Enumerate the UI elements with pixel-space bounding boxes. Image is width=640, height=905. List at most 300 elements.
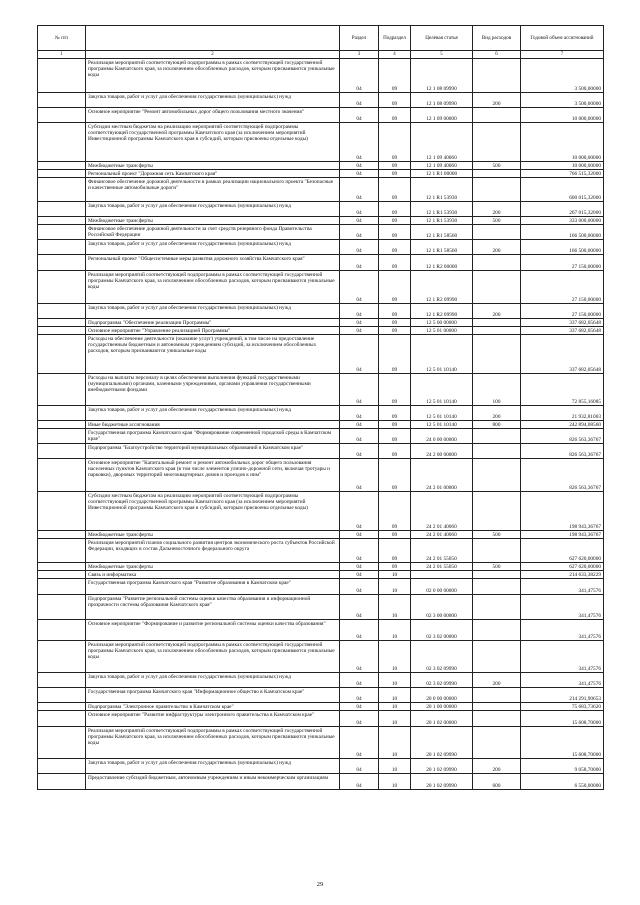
budget-table-page [37, 25, 603, 790]
table-row [38, 335, 604, 374]
table-row [38, 271, 604, 304]
cell-target-article: 12 1 R1 53930 [411, 178, 473, 202]
cell-expense-type [473, 319, 521, 327]
cell-name: Предоставление субсидий бюджетным, автономным учреждениям и иным некоммерческим организациям [86, 774, 340, 790]
cell-amount: 766 515,32000 [521, 170, 604, 178]
cell-amount: 214 633,38229 [521, 571, 604, 579]
cell-amount: 267 015,32000 [521, 202, 604, 217]
cell-number [38, 202, 86, 217]
cell-expense-type: 500 [473, 531, 521, 539]
cell-razdel: 04 [340, 620, 379, 641]
cell-amount: 627 620,00000 [521, 539, 604, 563]
cell-expense-type [473, 459, 521, 492]
cell-number [38, 539, 86, 563]
cell-expense-type: 200 [473, 93, 521, 108]
cell-target-article: 24 2 01 40060 [411, 492, 473, 531]
table-row [38, 759, 604, 774]
cell-amount: 166 500,00000 [521, 240, 604, 255]
cell-razdel: 04 [340, 774, 379, 790]
cell-target-article: 12 5 01 10140 [411, 406, 473, 421]
cell-number [38, 620, 86, 641]
table-row [38, 641, 604, 673]
cell-expense-type: 800 [473, 421, 521, 429]
cell-number [38, 217, 86, 225]
table-row [38, 202, 604, 217]
cell-expense-type [473, 711, 521, 727]
cell-number [38, 59, 86, 93]
cell-number [38, 178, 86, 202]
cell-expense-type [473, 444, 521, 459]
cell-name: Реализация мероприятий соответствующей подпрограммы в рамках соответствующей государственной программы Камчатского края, за исключением обособленных расходов, которым присваиваются уникальные коды [86, 641, 340, 673]
cell-amount: 337 682,05648 [521, 327, 604, 335]
cell-amount: 198 943,36767 [521, 531, 604, 539]
cell-expense-type [473, 335, 521, 374]
cell-podrazdel: 10 [379, 641, 411, 673]
cell-podrazdel: 10 [379, 774, 411, 790]
cell-podrazdel: 09 [379, 162, 411, 170]
cell-name: Закупка товаров, работ и услуг для обеспечения государственных (муниципальных) нужд [86, 93, 340, 108]
table-row [38, 240, 604, 255]
cell-podrazdel: 09 [379, 374, 411, 406]
table-row [38, 774, 604, 790]
header-name [86, 26, 340, 51]
page-number: 29 [316, 881, 324, 888]
table-row [38, 571, 604, 579]
cell-number [38, 255, 86, 271]
cell-amount: 337 682,05648 [521, 335, 604, 374]
cell-expense-type [473, 620, 521, 641]
cell-name: Межбюджетные трансферты [86, 531, 340, 539]
cell-amount: 341,47576 [521, 579, 604, 595]
cell-podrazdel: 09 [379, 531, 411, 539]
cell-target-article: 24 2 01 00000 [411, 459, 473, 492]
cell-amount: 166 500,00000 [521, 225, 604, 240]
cell-podrazdel: 09 [379, 178, 411, 202]
cell-name: Региональный проект "Дорожная сеть Камчатского края" [86, 170, 340, 178]
cell-target-article: 24 2 01 40060 [411, 531, 473, 539]
cell-expense-type [473, 225, 521, 240]
cell-amount: 75 683,73620 [521, 703, 604, 711]
cell-expense-type [473, 255, 521, 271]
cell-number [38, 319, 86, 327]
cell-podrazdel: 10 [379, 711, 411, 727]
cell-number [38, 406, 86, 421]
cell-razdel: 04 [340, 319, 379, 327]
table-row [38, 563, 604, 571]
cell-podrazdel: 09 [379, 459, 411, 492]
cell-number [38, 688, 86, 703]
cell-podrazdel: 10 [379, 727, 411, 759]
cell-amount: 242 894,08560 [521, 421, 604, 429]
cell-amount: 10 000,00000 [521, 162, 604, 170]
table-row [38, 421, 604, 429]
cell-razdel: 04 [340, 444, 379, 459]
cell-name: Реализация мероприятий соответствующей подпрограммы в рамках соответствующей государственной программы Камчатского края, за исключением обособленных расходов, которым присваиваются уникальные коды [86, 59, 340, 93]
cell-podrazdel: 10 [379, 620, 411, 641]
table-row [38, 170, 604, 178]
cell-number [38, 335, 86, 374]
cell-expense-type [473, 703, 521, 711]
column-number: 4 [379, 51, 411, 59]
cell-podrazdel: 09 [379, 563, 411, 571]
cell-expense-type: 100 [473, 374, 521, 406]
cell-name: Региональный проект "Общесистемные меры развития дорожного хозяйства Камчатского края" [86, 255, 340, 271]
cell-razdel: 04 [340, 539, 379, 563]
cell-razdel: 04 [340, 429, 379, 444]
table-row [38, 374, 604, 406]
cell-number [38, 727, 86, 759]
cell-number [38, 225, 86, 240]
table-row [38, 406, 604, 421]
cell-number [38, 421, 86, 429]
cell-target-article: 02 3 02 09990 [411, 641, 473, 673]
cell-amount: 341,47576 [521, 673, 604, 688]
cell-target-article: 12 5 01 10140 [411, 374, 473, 406]
table-row [38, 711, 604, 727]
cell-number [38, 170, 86, 178]
header-razdel: Раздел [340, 26, 379, 51]
cell-podrazdel: 09 [379, 421, 411, 429]
cell-number [38, 123, 86, 162]
cell-razdel: 04 [340, 492, 379, 531]
cell-name: Государственная программа Камчатского края "Формирование современной городской среды в Камчатском крае" [86, 429, 340, 444]
cell-number [38, 459, 86, 492]
cell-name: Основное мероприятие "Капитальный ремонт и ремонт автомобильных дорог общего пользования населенных пунктов Камчатского края (в том числе элементов улично-дорожной сети, включая тротуары и парковки), дворовых территорий многоквартирных домов и проездов к ним" [86, 459, 340, 492]
cell-amount: 826 563,36767 [521, 459, 604, 492]
cell-razdel: 04 [340, 217, 379, 225]
cell-target-article: 02 3 02 00000 [411, 620, 473, 641]
cell-podrazdel: 09 [379, 255, 411, 271]
cell-podrazdel: 09 [379, 335, 411, 374]
cell-number [38, 240, 86, 255]
cell-name: Реализация мероприятий планов социального развития центров экономического роста субъектов Российской Федерации, входящих в состав Дальневосточного федерального округа [86, 539, 340, 563]
cell-amount: 72 855,16085 [521, 374, 604, 406]
cell-name: Закупка товаров, работ и услуг для обеспечения государственных (муниципальных) нужд [86, 406, 340, 421]
header-target-article: Целевая статья [411, 26, 473, 51]
cell-podrazdel: 10 [379, 703, 411, 711]
cell-number [38, 304, 86, 319]
header-annual-amount: Годовой объем ассигнований [521, 26, 604, 51]
cell-expense-type [473, 688, 521, 703]
cell-razdel: 04 [340, 271, 379, 304]
cell-name: Связь и информатика [86, 571, 340, 579]
column-number: 7 [521, 51, 604, 59]
cell-amount: 21 932,81003 [521, 406, 604, 421]
cell-amount: 9 058,70000 [521, 759, 604, 774]
cell-expense-type: 500 [473, 162, 521, 170]
cell-number [38, 93, 86, 108]
cell-expense-type: 200 [473, 304, 521, 319]
cell-podrazdel: 09 [379, 202, 411, 217]
cell-razdel: 04 [340, 335, 379, 374]
cell-number [38, 108, 86, 123]
cell-podrazdel: 09 [379, 59, 411, 93]
cell-podrazdel: 09 [379, 444, 411, 459]
cell-podrazdel: 09 [379, 108, 411, 123]
cell-number [38, 327, 86, 335]
cell-name: Подпрограмма "Благоустройство территорий муниципальных образований в Камчатском крае" [86, 444, 340, 459]
cell-razdel: 04 [340, 93, 379, 108]
table-header-row [38, 26, 604, 51]
cell-razdel: 04 [340, 240, 379, 255]
cell-razdel: 04 [340, 178, 379, 202]
cell-number [38, 444, 86, 459]
cell-target-article: 12 5 00 00000 [411, 319, 473, 327]
table-row [38, 123, 604, 162]
cell-podrazdel: 10 [379, 579, 411, 595]
cell-name: Закупка товаров, работ и услуг для обеспечения государственных (муниципальных) нужд [86, 673, 340, 688]
table-row [38, 108, 604, 123]
cell-number [38, 711, 86, 727]
cell-podrazdel: 09 [379, 225, 411, 240]
cell-podrazdel: 09 [379, 327, 411, 335]
table-row [38, 178, 604, 202]
cell-target-article: 12 5 01 10140 [411, 421, 473, 429]
cell-podrazdel: 10 [379, 688, 411, 703]
cell-name: Подпрограмма "Развитие региональной системы оценки качества образования и информационной прозрачности системы образования Камчатского края" [86, 595, 340, 620]
cell-target-article: 12 1 08 09990 [411, 93, 473, 108]
cell-podrazdel: 09 [379, 240, 411, 255]
cell-podrazdel: 09 [379, 406, 411, 421]
cell-name: Межбюджетные трансферты [86, 217, 340, 225]
cell-number [38, 271, 86, 304]
cell-amount: 600 015,32000 [521, 178, 604, 202]
cell-name: Основное мероприятие "Управление реализацией Программы" [86, 327, 340, 335]
column-number: 2 [86, 51, 340, 59]
cell-razdel: 04 [340, 123, 379, 162]
column-number: 5 [411, 51, 473, 59]
cell-expense-type: 200 [473, 240, 521, 255]
cell-target-article: 24 2 01 55050 [411, 539, 473, 563]
cell-name: Межбюджетные трансферты [86, 563, 340, 571]
cell-name: Закупка товаров, работ и услуг для обеспечения государственных (муниципальных) нужд [86, 304, 340, 319]
cell-podrazdel: 09 [379, 123, 411, 162]
cell-razdel: 04 [340, 374, 379, 406]
cell-razdel: 04 [340, 571, 379, 579]
cell-podrazdel: 09 [379, 304, 411, 319]
cell-razdel: 04 [340, 225, 379, 240]
cell-razdel: 04 [340, 108, 379, 123]
cell-expense-type: 500 [473, 217, 521, 225]
column-number-row [38, 51, 604, 59]
cell-podrazdel: 10 [379, 595, 411, 620]
cell-expense-type: 500 [473, 563, 521, 571]
cell-amount: 826 563,36767 [521, 429, 604, 444]
cell-amount: 337 682,05648 [521, 319, 604, 327]
cell-target-article: 12 1 08 09990 [411, 59, 473, 93]
table-row [38, 703, 604, 711]
cell-razdel: 04 [340, 406, 379, 421]
cell-podrazdel: 10 [379, 571, 411, 579]
cell-name: Закупка товаров, работ и услуг для обеспечения государственных (муниципальных) нужд [86, 240, 340, 255]
cell-amount: 10 000,00000 [521, 123, 604, 162]
cell-target-article: 20 1 02 00000 [411, 711, 473, 727]
table-row [38, 492, 604, 531]
table-row [38, 304, 604, 319]
cell-number [38, 429, 86, 444]
cell-expense-type [473, 571, 521, 579]
cell-target-article: 02 0 00 00000 [411, 579, 473, 595]
header-expense-type: Вид расходов [473, 26, 521, 51]
cell-razdel: 04 [340, 162, 379, 170]
cell-amount: 198 943,36767 [521, 492, 604, 531]
cell-razdel: 04 [340, 327, 379, 335]
cell-podrazdel: 09 [379, 429, 411, 444]
cell-target-article: 12 1 R1 00000 [411, 170, 473, 178]
table-row [38, 673, 604, 688]
cell-expense-type: 200 [473, 673, 521, 688]
cell-razdel: 04 [340, 304, 379, 319]
cell-number [38, 703, 86, 711]
cell-name: Основное мероприятие "Развитие инфраструктуры электронного правительства в Камчатском крае" [86, 711, 340, 727]
cell-name: Подпрограмма "Обеспечение реализации Программы" [86, 319, 340, 327]
table-row [38, 225, 604, 240]
cell-name: Реализация мероприятий соответствующей подпрограммы в рамках соответствующей государственной программы Камчатского края, за исключением обособленных расходов, которым присваиваются уникальные коды [86, 271, 340, 304]
cell-podrazdel: 09 [379, 271, 411, 304]
cell-razdel: 04 [340, 255, 379, 271]
cell-amount: 341,47576 [521, 620, 604, 641]
cell-podrazdel: 09 [379, 170, 411, 178]
table-row [38, 531, 604, 539]
cell-number [38, 641, 86, 673]
table-row [38, 319, 604, 327]
header-podrazdel: Подраздел [379, 26, 411, 51]
cell-name: Расходы на обеспечение деятельности (оказание услуг) учреждений, в том числе на предоставление государственным бюджетным и автономным учреждениям субсидий, за исключением обособленных расходов, которым присваиваются уникальные коды [86, 335, 340, 374]
table-row [38, 327, 604, 335]
cell-target-article [411, 571, 473, 579]
cell-amount: 341,47576 [521, 641, 604, 673]
cell-amount: 27 150,00000 [521, 255, 604, 271]
cell-target-article: 12 1 R1 53930 [411, 202, 473, 217]
cell-amount: 3 500,00000 [521, 59, 604, 93]
cell-razdel: 04 [340, 711, 379, 727]
cell-target-article: 12 5 01 00000 [411, 327, 473, 335]
cell-expense-type [473, 59, 521, 93]
cell-razdel: 04 [340, 641, 379, 673]
cell-expense-type: 600 [473, 774, 521, 790]
cell-amount: 826 563,36767 [521, 444, 604, 459]
cell-amount: 10 000,00000 [521, 108, 604, 123]
cell-razdel: 04 [340, 703, 379, 711]
cell-expense-type [473, 539, 521, 563]
cell-name: Расходы на выплаты персоналу в целях обеспечения выполнения функций государственными (муниципальными) органами, казенными учреждениями, органами управления государственными внебюджетными фондами [86, 374, 340, 406]
cell-target-article: 12 5 01 10140 [411, 335, 473, 374]
cell-razdel: 04 [340, 673, 379, 688]
cell-expense-type [473, 727, 521, 759]
cell-razdel: 04 [340, 202, 379, 217]
cell-target-article: 12 1 09 00000 [411, 108, 473, 123]
cell-amount: 27 150,00000 [521, 304, 604, 319]
column-number: 3 [340, 51, 379, 59]
budget-table [37, 25, 604, 790]
header-number: № п/п [38, 26, 86, 51]
cell-target-article: 12 1 R2 09990 [411, 271, 473, 304]
cell-target-article: 24 2 00 00000 [411, 444, 473, 459]
cell-amount: 15 608,70000 [521, 711, 604, 727]
cell-number [38, 595, 86, 620]
cell-expense-type: 200 [473, 406, 521, 421]
cell-podrazdel: 09 [379, 539, 411, 563]
table-row [38, 539, 604, 563]
cell-target-article: 20 0 00 00000 [411, 688, 473, 703]
table-row [38, 217, 604, 225]
table-row [38, 429, 604, 444]
cell-expense-type [473, 595, 521, 620]
table-row [38, 59, 604, 93]
cell-target-article: 20 1 02 09990 [411, 759, 473, 774]
table-row [38, 162, 604, 170]
cell-target-article: 20 1 02 09990 [411, 774, 473, 790]
cell-razdel: 04 [340, 531, 379, 539]
cell-name: Государственная программа Камчатского края "Информационное общество в Камчатском крае" [86, 688, 340, 703]
cell-name: Основное мероприятие "Формирование и развитие региональной системы оценки качества образования" [86, 620, 340, 641]
cell-podrazdel: 09 [379, 319, 411, 327]
cell-expense-type [473, 123, 521, 162]
cell-razdel: 04 [340, 563, 379, 571]
cell-number [38, 374, 86, 406]
cell-amount: 341,47576 [521, 595, 604, 620]
table-row [38, 93, 604, 108]
cell-name: Финансовое обеспечение дорожной деятельности в рамках реализации национального проекта "Безопасные и качественные автомобильные дороги" [86, 178, 340, 202]
cell-razdel: 04 [340, 579, 379, 595]
cell-expense-type [473, 271, 521, 304]
cell-podrazdel: 10 [379, 673, 411, 688]
cell-razdel: 04 [340, 688, 379, 703]
cell-expense-type [473, 492, 521, 531]
column-number: 6 [473, 51, 521, 59]
cell-razdel: 04 [340, 759, 379, 774]
cell-target-article: 24 2 01 55050 [411, 563, 473, 571]
table-row [38, 444, 604, 459]
cell-podrazdel: 09 [379, 492, 411, 531]
cell-target-article: 02 3 02 09990 [411, 673, 473, 688]
table-row [38, 688, 604, 703]
cell-name: Основное мероприятие "Ремонт автомобильных дорог общего пользования местного значения" [86, 108, 340, 123]
cell-expense-type: 200 [473, 759, 521, 774]
table-row [38, 579, 604, 595]
cell-number [38, 531, 86, 539]
cell-target-article: 12 1 09 40060 [411, 162, 473, 170]
cell-name: Финансовое обеспечение дорожной деятельности за счет средств резервного фонда Правительства Российской Федерации [86, 225, 340, 240]
cell-target-article: 12 1 R2 09990 [411, 304, 473, 319]
cell-amount: 6 550,00000 [521, 774, 604, 790]
cell-name: Иные бюджетные ассигнования [86, 421, 340, 429]
cell-expense-type: 200 [473, 202, 521, 217]
table-row [38, 595, 604, 620]
cell-target-article: 12 1 R1 58560 [411, 240, 473, 255]
cell-name: Субсидии местным бюджетам на реализацию мероприятий соответствующей подпрограммы соответствующей государственной программы Камчатского края (за исключением мероприятий Инвестиционной программы Камчатского края в субсидий, которым присвоены отдельные коды) [86, 123, 340, 162]
column-number: 1 [38, 51, 86, 59]
cell-amount: 214 291,90653 [521, 688, 604, 703]
cell-number [38, 673, 86, 688]
cell-amount: 15 608,70000 [521, 727, 604, 759]
cell-target-article: 12 1 09 40060 [411, 123, 473, 162]
cell-razdel: 04 [340, 59, 379, 93]
cell-number [38, 571, 86, 579]
cell-number [38, 162, 86, 170]
table-row [38, 255, 604, 271]
cell-target-article: 12 1 R1 53930 [411, 217, 473, 225]
cell-name: Государственная программа Камчатского края "Развитие образования в Камчатском крае" [86, 579, 340, 595]
cell-number [38, 563, 86, 571]
cell-podrazdel: 10 [379, 759, 411, 774]
cell-name: Подпрограмма "Электронное правительство в Камчатском крае" [86, 703, 340, 711]
cell-name: Закупка товаров, работ и услуг для обеспечения государственных (муниципальных) нужд [86, 202, 340, 217]
cell-name: Межбюджетные трансферты [86, 162, 340, 170]
cell-razdel: 04 [340, 727, 379, 759]
cell-expense-type [473, 170, 521, 178]
cell-expense-type [473, 108, 521, 123]
